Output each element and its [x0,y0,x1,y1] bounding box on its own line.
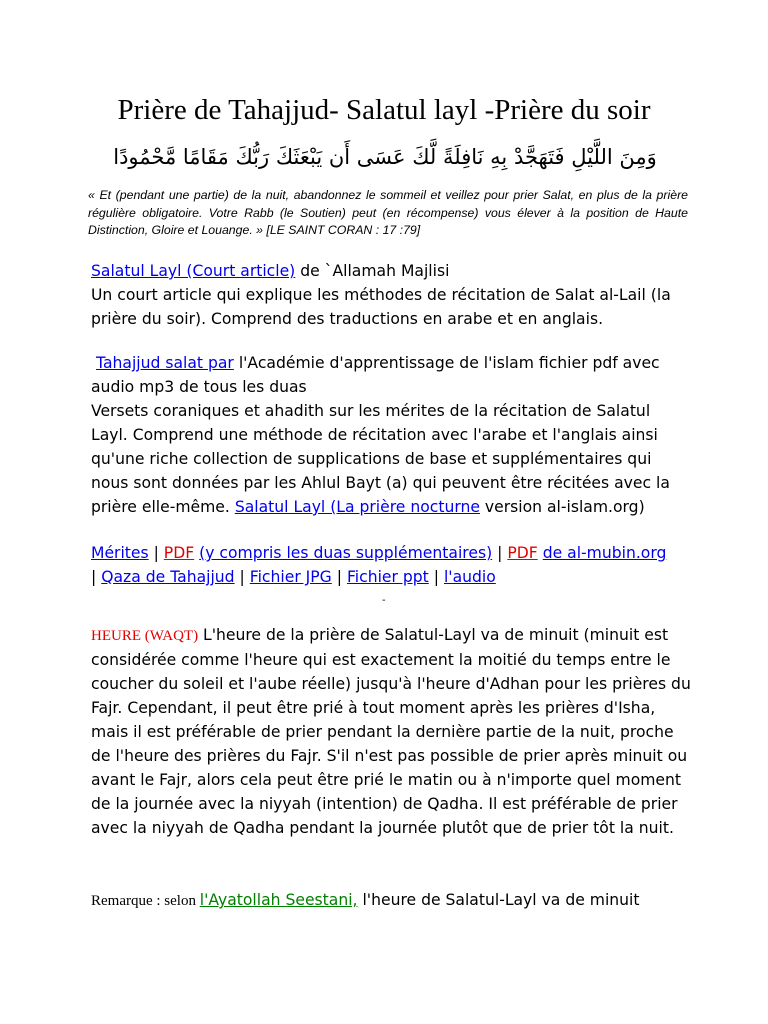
separator: | [331,568,347,586]
academie-text: l'Académie d'apprentissage de l'islam fichier pdf avec audio mp3 de tous les duas [91,354,660,396]
al-mubin-link[interactable]: de al-mubin.org [542,544,667,562]
small-dash: - [382,595,386,606]
duas-supplementaires-link[interactable]: (y compris les duas supplémentaires) [199,544,493,562]
section2-description: Versets coraniques et ahadith sur les mérites de la récitation de Salatul Layl. Comprend une méthode de récitation avec l'arabe et l'anglais ainsi qu'une riche collection de supplications de base et supplémentaires qui nous sont données par les Ahlul Bayt (a) qui peuvent être récitées avec la prière elle-même. [91,402,670,516]
section-tahajjud-salat [91,351,691,519]
resources-links-row [91,541,691,589]
remarque-label: Remarque : selon [91,893,200,909]
priere-nocturne-link[interactable]: Salatul Layl (La prière nocturne [234,498,480,516]
salatul-layl-court-link[interactable]: Salatul Layl (Court article) [91,262,296,280]
qaza-tahajjud-link[interactable]: Qaza de Tahajjud [101,568,235,586]
fichier-jpg-link[interactable]: Fichier JPG [249,568,332,586]
al-islam-text: version al-islam.org) [479,498,645,516]
section-heure [91,623,691,840]
pdf-link[interactable]: PDF [163,544,195,562]
quran-quote: « Et (pendant une partie) de la nuit, abandonnez le sommeil et veillez pour prier Salat, en plus de la prière régulière obligatoire. Votre Rabb (le Soutien) peut (en récompense) vous élever à la position de Haute Distinction, Gloire et Louange. » [LE SAINT CORAN : 17 :79] [88,188,688,237]
seestani-link[interactable]: l'Ayatollah Seestani, [199,891,358,909]
section1-description: Un court article qui explique les méthodes de récitation de Salat al-Lail (la prière du soir). Comprend des traductions en arabe et en anglais. [91,286,671,328]
fichier-ppt-link[interactable]: Fichier ppt [346,568,429,586]
merites-link[interactable]: Mérites [91,544,149,562]
heure-text: L'heure de la prière de Salatul-Layl va de minuit (minuit est considérée comme l'heure qui est exactement la moitié du temps entre le coucher du soleil et l'aube réelle) jusqu'à l'heure d'Adhan pour les prières du Fajr. Cependant, il peut être prié à tout moment après les prières d'Isha, mais il est préférable de prier pendant la dernière partie de la nuit, proche de l'heure des prières du Fajr. S'il n'est pas possible de prier après minuit ou avant le Fajr, alors cela peut être prié le matin ou à n'importe quel moment de la journée avec la niyyah (intention) de Qadha. Il est préférable de prier avec la niyyah de Qadha pendant la journée plutôt que de prier tôt la nuit. [91,626,691,837]
tahajjud-salat-link[interactable]: Tahajjud salat par [96,354,234,372]
pdf-mubin-link[interactable]: PDF [507,544,538,562]
page-title: Prière de Tahajjud- Salatul layl -Prière du soir [117,94,651,126]
section-salatul-layl [91,259,691,331]
section-remarque [91,888,691,913]
separator: | [428,568,444,586]
arabic-verse: وَمِنَ اللَّيْلِ فَتَهَجَّدْ بِهِ نَافِلَةً لَّكَ عَسَى أَن يَبْعَثَكَ رَبُّكَ مَقَامًا مَّحْمُودًا [113,145,657,169]
separator: | [492,544,508,562]
majlisi-text: de `Allamah Majlisi [295,262,450,280]
separator: | [148,544,164,562]
separator: | [91,568,102,586]
audio-link[interactable]: l'audio [443,568,496,586]
separator: | [234,568,250,586]
remarque-text: l'heure de Salatul-Layl va de minuit [357,891,640,909]
heure-label: HEURE (WAQT) [91,628,199,644]
